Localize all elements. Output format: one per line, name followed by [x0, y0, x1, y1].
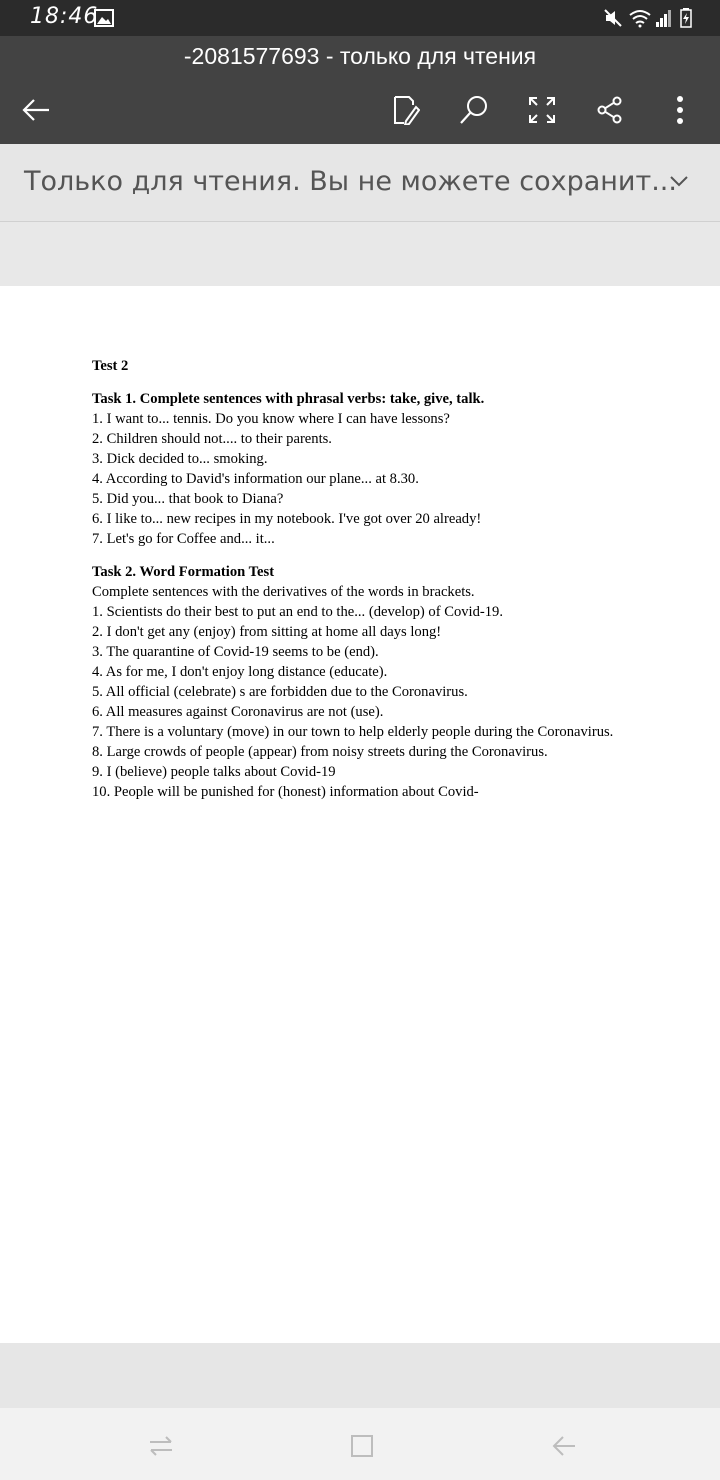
- status-time: 18:46: [30, 4, 99, 29]
- search-button[interactable]: [452, 88, 496, 132]
- document-page: [0, 286, 720, 1343]
- read-only-banner[interactable]: [0, 144, 720, 222]
- back-arrow-icon: [551, 1434, 577, 1458]
- wifi-icon: [628, 8, 652, 28]
- home-square-icon: [350, 1434, 374, 1458]
- share-icon: [596, 96, 624, 124]
- task2-item: 4. As for me, I don't enjoy long distance (educate).: [92, 664, 388, 680]
- mute-icon: [603, 8, 623, 28]
- chevron-down-icon[interactable]: [668, 174, 690, 188]
- task1-item: 2. Children should not.... to their parents.: [92, 431, 332, 447]
- battery-icon: [680, 8, 692, 28]
- task1-item: 4. According to David's information our plane... at 8.30.: [92, 471, 419, 487]
- task2-item: 1. Scientists do their best to put an end to the... (develop) of Covid-19.: [92, 604, 503, 620]
- task1-title: Task 1. Complete sentences with phrasal verbs: take, give, talk.: [92, 391, 485, 407]
- app-toolbar: [0, 36, 720, 144]
- document-title: -2081577693 - только для чтения: [183, 43, 537, 69]
- task2-item: 6. All measures against Coronavirus are not (use).: [92, 704, 384, 720]
- recent-apps-icon: [147, 1434, 175, 1458]
- edit-button[interactable]: [384, 88, 428, 132]
- status-bar: [0, 0, 720, 36]
- task2-item: 3. The quarantine of Covid-19 seems to be (end).: [92, 644, 379, 660]
- share-button[interactable]: [588, 88, 632, 132]
- task1-item: 6. I like to... new recipes in my notebook. I've got over 20 already!: [92, 511, 482, 527]
- recent-apps-button[interactable]: [141, 1428, 181, 1464]
- home-button[interactable]: [342, 1428, 382, 1464]
- task1-item: 5. Did you... that book to Diana?: [92, 491, 284, 507]
- task2-item: 10. People will be punished for (honest) information about Covid-: [92, 784, 479, 800]
- arrow-left-icon: [21, 98, 51, 122]
- document-content: [92, 356, 692, 802]
- task2-item: 9. I (believe) people talks about Covid-19: [92, 764, 336, 780]
- task2-item: 5. All official (celebrate) s are forbidden due to the Coronavirus.: [92, 684, 468, 700]
- document-margin-top: [0, 222, 720, 286]
- gallery-notification-icon: [94, 8, 114, 28]
- search-icon: [459, 95, 489, 125]
- system-nav-bar: [0, 1408, 720, 1480]
- more-options-button[interactable]: [658, 88, 702, 132]
- task1-item: 3. Dick decided to... smoking.: [92, 451, 268, 467]
- task2-item: 7. There is a voluntary (move) in our town to help elderly people during the Coronavirus.: [92, 724, 614, 740]
- system-back-button[interactable]: [544, 1428, 584, 1464]
- task1-item: 1. I want to... tennis. Do you know where I can have lessons?: [92, 411, 450, 427]
- read-only-message: Только для чтения. Вы не можете сохранит...: [24, 166, 677, 197]
- task1-item: 7. Let's go for Coffee and... it...: [92, 531, 275, 547]
- edit-document-icon: [392, 95, 420, 125]
- document-margin-bottom: [0, 1343, 720, 1408]
- back-button[interactable]: [14, 88, 58, 132]
- signal-icon: [655, 8, 673, 28]
- task2-item: 8. Large crowds of people (appear) from noisy streets during the Coronavirus.: [92, 744, 548, 760]
- task2-item: 2. I don't get any (enjoy) from sitting at home all days long!: [92, 624, 442, 640]
- fullscreen-icon: [528, 96, 556, 124]
- document-heading: Test 2: [92, 358, 129, 374]
- task2-intro: Complete sentences with the derivatives of the words in brackets.: [92, 584, 475, 600]
- task2-title: Task 2. Word Formation Test: [92, 564, 275, 580]
- more-vertical-icon: [676, 96, 684, 124]
- fullscreen-button[interactable]: [520, 88, 564, 132]
